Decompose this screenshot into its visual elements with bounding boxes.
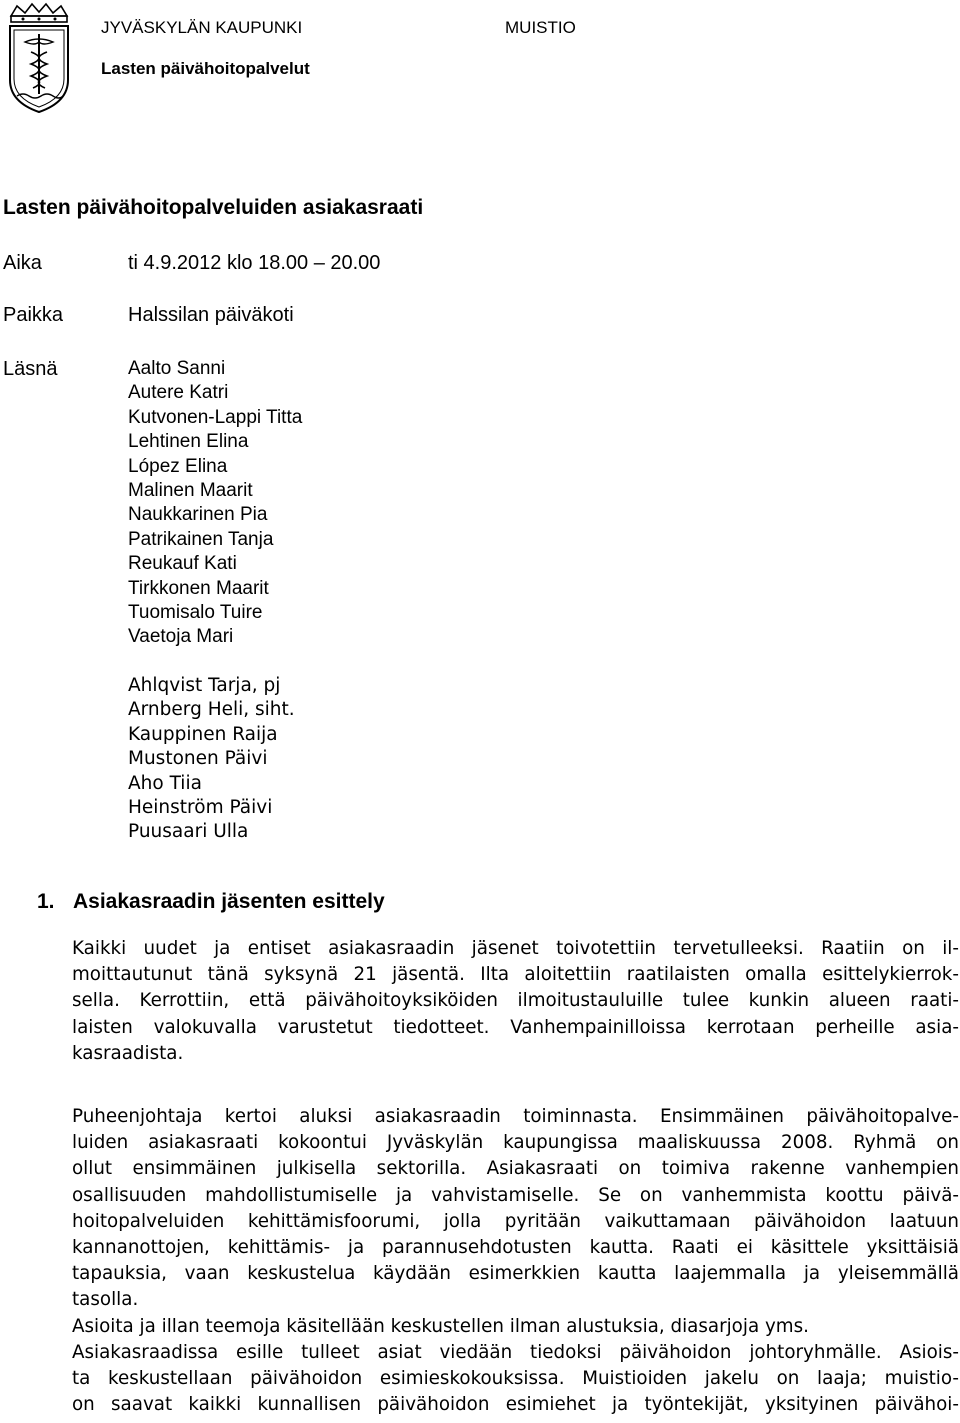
paragraph-introduction [72,936,959,1067]
staff-member: Mustonen Päivi [128,748,268,770]
staff-member: Arnberg Heli, siht. [128,699,295,721]
text-line: luiden asiakasraati kokoontui Jyväskylän kaupungissa maaliskuussa 2008. Ryhmä on [72,1132,959,1154]
text-line: on saavat kaikki kunnallisen päivähoidon esimiehet ja työntekijät, yksityinen päivähoi- [72,1394,959,1416]
attendee: Kutvonen-Lappi Titta [128,406,303,428]
attendee: Patrikainen Tanja [128,528,274,550]
attendee: Autere Katri [128,382,229,404]
time-label: Aika [3,252,42,274]
text-line: Kaikki uudet ja entiset asiakasraadin jäsenet toivotettiin tervetulleeksi. Raatiin on il- [72,938,959,959]
text-line: tasolla. [72,1289,139,1311]
staff-member: Puusaari Ulla [128,821,249,843]
staff-member: Heinström Päivi [128,797,273,819]
staff-member: Kauppinen Raija [128,723,278,745]
document-type: MUISTIO [505,18,576,37]
text-line: ollut ensimmäinen julkisella sektorilla. Asiakasraati on toimiva rakenne vanhempien [72,1158,959,1180]
text-line: Puheenjohtaja kertoi aluksi asiakasraadin toiminnasta. Ensimmäinen päivähoitopalve- [72,1106,959,1127]
present-label: Läsnä [3,358,58,380]
text-line: hoitopalveluiden kehittämisfoorumi, jolla pyritään vaikuttamaan päivähoidon laatuun [72,1210,959,1232]
attendee-list [128,357,302,650]
attendee: Malinen Maarit [128,480,253,502]
staff-member: Ahlqvist Tarja, pj [128,675,281,696]
attendee: Reukauf Kati [128,553,237,575]
document-title: Lasten päivähoitopalveluiden asiakasraati [3,196,424,219]
text-line: tapauksia, vaan keskustelua käydään esimerkkien kautta laajemmalla ja yleisemmällä [72,1263,959,1285]
coat-of-arms-logo [3,2,75,114]
text-line: osallisuuden mahdollistumiselle ja vahvistamiselle. Se on vanhemmista koottu päivä- [72,1184,959,1206]
attendee: Vaetoja Mari [128,626,234,648]
text-line: laisten valokuvalla varustetut tiedotteet. Vanhempainilloissa kerrotaan perheille asia- [72,1016,959,1038]
organization-name: JYVÄSKYLÄN KAUPUNKI [101,18,303,37]
text-line: sella. Kerrottiin, että päivähoitoyksiköiden ilmoitustauluille tulee kunkin alueen raati- [72,990,959,1012]
attendee: López Elina [128,455,228,477]
attendee: Lehtinen Elina [128,431,249,453]
text-line: moittautunut tänä syksynä 21 jäsentä. Ilta aloitettiin raatilaisten omalla esittelykierrok- [72,964,959,986]
attendee: Aalto Sanni [128,358,226,379]
text-line: ta keskustellaan päivähoidon esimieskokouksissa. Muistioiden jakelu on laaja; muistio- [72,1368,959,1390]
text-line: Asioita ja illan teemoja käsitellään keskustellen ilman alustuksia, diasarjoja yms. [72,1315,809,1337]
text-line: kannanottojen, kehittämis- ja parannusehdotusten kautta. Raati ei käsittele yksittäisiä [72,1237,959,1259]
place-label: Paikka [3,304,64,326]
text-line: kasraadista. [72,1042,184,1064]
attendee: Tuomisalo Tuire [128,602,263,624]
staff-list [128,674,295,845]
paragraph-chair-report [72,1104,959,1418]
attendee: Naukkarinen Pia [128,504,268,526]
place-value: Halssilan päiväkoti [128,304,294,326]
unit-name: Lasten päivähoitopalvelut [101,59,310,78]
section-title: Asiakasraadin jäsenten esittely [73,890,385,913]
text-line: Asiakasraadissa esille tulleet asiat viedään tiedoksi päivähoidon johtoryhmälle. Asiois- [72,1341,959,1363]
section-heading [37,890,385,914]
section-number: 1. [37,890,55,913]
attendee: Tirkkonen Maarit [128,577,269,599]
staff-member: Aho Tiia [128,772,202,794]
time-value: ti 4.9.2012 klo 18.00 – 20.00 [128,252,381,274]
